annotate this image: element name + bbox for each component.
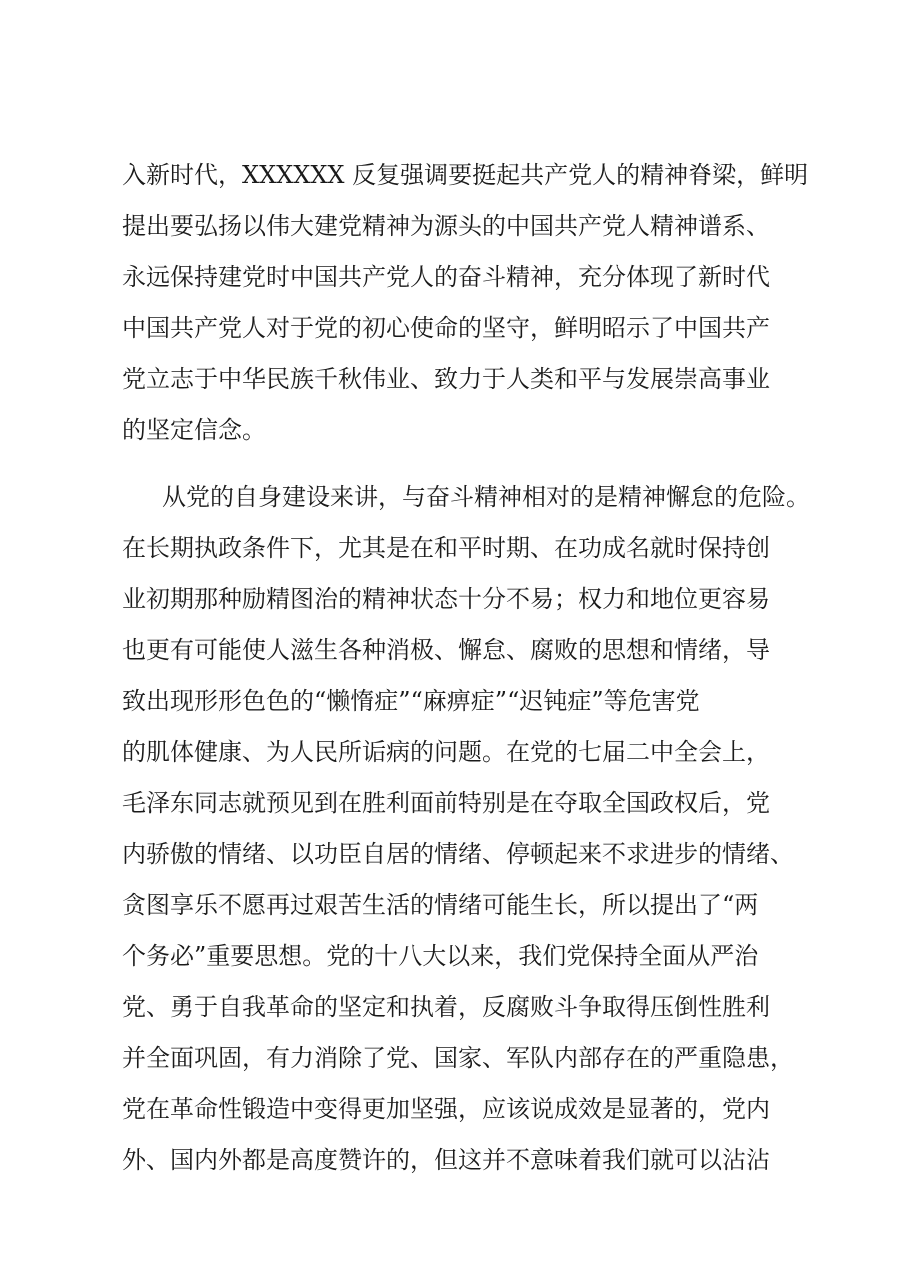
text-line: 业初期那种励精图治的精神状态十分不易；权力和地位更容易 — [122, 585, 770, 613]
text-line: 提出要弘扬以伟大建党精神为源头的中国共产党人精神谱系、 — [122, 212, 770, 240]
paragraph-1 — [122, 150, 822, 456]
text-line: 并全面巩固，有力消除了党、国家、军队内部存在的严重隐患， — [122, 1044, 794, 1072]
text-line-first: 从党的自身建设来讲，与奋斗精神相对的是精神懈怠的危险。 — [162, 483, 810, 511]
text-line: 致出现形形色色的“懒惰症”“麻痹症”“迟钝症”等危害党 — [122, 687, 700, 715]
text-line: 永远保持建党时中国共产党人的奋斗精神，充分体现了新时代 — [122, 263, 770, 291]
text-line: 的坚定信念。 — [122, 416, 266, 444]
text-line: 党立志于中华民族千秋伟业、致力于人类和平与发展崇高事业 — [122, 365, 770, 393]
text-line: 毛泽东同志就预见到在胜利面前特别是在夺取全国政权后，党 — [122, 789, 770, 817]
paragraph-gap — [122, 456, 822, 472]
text-line: 在长期执政条件下，尤其是在和平时期、在功成名就时保持创 — [122, 534, 770, 562]
text-line: 中国共产党人对于党的初心使命的坚守，鲜明昭示了中国共产 — [122, 314, 770, 342]
text-line: 外、国内外都是高度赞许的，但这并不意味着我们就可以沾沾 — [122, 1146, 770, 1174]
text-line: 入新时代，XXXXXX 反复强调要挺起共产党人的精神脊梁，鲜明 — [122, 161, 809, 189]
text-line: 党、勇于自我革命的坚定和执着，反腐败斗争取得压倒性胜利 — [122, 993, 770, 1021]
text-line: 也更有可能使人滋生各种消极、懈怠、腐败的思想和情绪，导 — [122, 636, 770, 664]
text-line: 内骄傲的情绪、以功臣自居的情绪、停顿起来不求进步的情绪、 — [122, 840, 794, 868]
text-line: 的肌体健康、为人民所诟病的问题。在党的七届二中全会上， — [122, 738, 770, 766]
paragraph-2 — [122, 472, 822, 1186]
text-line: 个务必”重要思想。党的十八大以来，我们党保持全面从严治 — [122, 942, 759, 970]
document-body — [122, 150, 822, 1186]
text-line: 贪图享乐不愿再过艰苦生活的情绪可能生长，所以提出了“两 — [122, 891, 759, 919]
text-line: 党在革命性锻造中变得更加坚强，应该说成效是显著的，党内 — [122, 1095, 770, 1123]
